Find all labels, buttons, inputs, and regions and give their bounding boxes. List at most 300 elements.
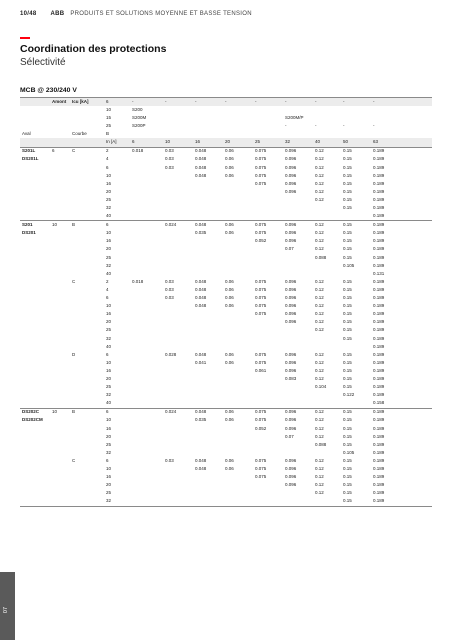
table-cell: 0.15 [343,319,352,325]
table-cell [50,230,70,238]
table-cell [20,498,50,507]
table-cell [130,262,163,270]
table-cell [223,114,253,122]
table-cell [50,375,70,383]
table-cell [163,114,193,122]
table-cell: 0.15 [343,286,352,292]
table-cell: 0.052 [255,238,267,244]
table-cell [283,383,313,391]
table-cell: 0.15 [343,303,352,309]
table-cell: 0.12 [315,417,324,423]
table-cell [341,399,371,408]
table-cell: 0.15 [341,408,371,417]
table-cell [20,465,50,473]
table-cell [70,196,104,204]
table-cell [163,473,193,481]
table-cell: 10 [106,172,112,178]
table-cell [253,399,283,408]
table-row [20,441,432,449]
table-row [20,230,432,238]
table-cell [70,262,104,270]
table-cell [130,417,163,425]
table-cell: 0.12 [315,188,324,194]
table-row [20,196,432,204]
table-cell [50,327,70,335]
table-cell [283,262,313,270]
table-cell: 0.189 [373,246,385,252]
table-row [20,98,432,107]
table-cell [283,449,313,457]
table-cell: 0.048 [195,466,207,472]
table-cell: 0.048 [195,172,207,178]
table-cell [253,254,283,262]
table-cell: S201 [20,221,50,230]
table-cell [70,449,104,457]
table-cell: 0.189 [373,335,385,341]
table-row [20,481,432,489]
table-cell: 0.048 [195,295,207,301]
table-cell [20,302,50,310]
table-cell: 0.06 [223,221,253,230]
table-cell [50,319,70,327]
table-cell [193,254,223,262]
table-cell [223,106,253,114]
table-cell [223,246,253,254]
table-cell [20,254,50,262]
table-cell [223,449,253,457]
table-cell: 0.06 [225,156,234,162]
table-cell: 0.189 [373,196,385,202]
table-row [20,138,432,147]
table-cell: 0.041 [195,359,207,365]
table-cell: 0.096 [285,180,297,186]
abb-logo: ABB [50,11,65,17]
table-cell: 0.018 [130,147,163,156]
table-cell [70,490,104,498]
table-cell: 0.048 [195,156,207,162]
table-cell [130,433,163,441]
table-cell [283,391,313,399]
table-cell: 0.12 [315,425,324,431]
table-cell: 32 [106,392,112,398]
table-cell: 0.189 [373,213,385,219]
table-cell [130,286,163,294]
table-cell [163,417,193,425]
table-cell: B [106,131,110,137]
table-cell: 0.189 [373,319,385,325]
table-row [20,327,432,335]
table-cell [193,375,223,383]
table-cell: 0.06 [223,147,253,156]
table-cell [163,335,193,343]
table-cell [163,319,193,327]
table-cell [130,238,163,246]
table-cell [253,375,283,383]
table-cell: 0.15 [343,246,352,252]
table-cell: 0.075 [255,295,267,301]
table-row [20,457,432,465]
table-cell: 0.096 [283,408,313,417]
table-cell: 32 [106,335,112,341]
table-cell: 0.052 [255,425,267,431]
table-cell [193,106,223,114]
table-cell: 0.104 [315,384,327,390]
table-cell [313,343,341,351]
table-cell [130,391,163,399]
table-cell [20,457,50,465]
table-cell [130,490,163,498]
table-cell [223,441,253,449]
table-cell: 10 [50,221,70,230]
table-cell: 0.15 [343,238,352,244]
table-cell [163,254,193,262]
table-cell: 0.122 [343,392,355,398]
table-cell: 0.03 [165,457,174,463]
table-cell [193,449,223,457]
table-cell [223,399,253,408]
table-cell [313,270,341,278]
table-cell [50,294,70,302]
table-cell [193,319,223,327]
chapter-number: 07 [3,606,10,614]
table-row [20,221,432,230]
table-cell: 0.075 [255,303,267,309]
table-cell: 0.15 [343,205,352,211]
table-cell: 20 [106,246,112,252]
table-cell [163,212,193,221]
table-cell: 0.075 [255,278,267,284]
table-cell [193,246,223,254]
table-cell: C [72,278,76,284]
table-cell: 0.189 [373,188,385,194]
table-cell: 6 [50,147,70,156]
page-header [20,11,252,17]
table-cell: 0.096 [285,156,297,162]
table-cell: 0.189 [373,205,385,211]
table-cell [130,188,163,196]
table-cell: 40 [106,400,112,406]
table-cell: 0.12 [315,319,324,325]
table-row [20,286,432,294]
table-cell: 0.189 [373,441,385,447]
table-cell: 0.12 [315,278,324,284]
table-cell: 6 [106,457,109,463]
table-cell [20,246,50,254]
table-cell [20,122,50,130]
table-cell [223,196,253,204]
table-cell [193,473,223,481]
table-cell: 0.12 [315,286,324,292]
table-row [20,449,432,457]
table-cell [193,383,223,391]
table-cell [50,481,70,489]
table-cell: 0.096 [285,417,297,423]
table-cell: 0.075 [255,286,267,292]
table-cell: 0.15 [343,311,352,317]
table-cell [313,204,341,212]
table-cell [193,130,223,138]
table-cell: 0.12 [315,457,324,463]
table-cell: 0.088 [315,441,327,447]
table-cell [50,441,70,449]
table-cell [193,490,223,498]
table-cell: 0.189 [373,474,385,480]
table-cell [50,278,70,286]
table-cell: B [70,221,104,230]
table-row [20,212,432,221]
table-cell: 0.061 [255,367,267,373]
table-cell [341,343,371,351]
table-cell: 0.096 [285,286,297,292]
table-cell: 32 [104,498,130,507]
table-cell [163,359,193,367]
table-cell: 40 [106,343,112,349]
table-cell: 0.15 [343,490,352,496]
table-cell: S200M/P [285,114,304,120]
table-cell: 0.189 [371,221,432,230]
page-number: 10/48 [20,11,37,17]
table-cell [130,343,163,351]
table-cell [20,490,50,498]
table-cell: 0.15 [343,188,352,194]
table-cell [283,270,313,278]
table-cell [163,122,193,130]
table-cell [313,399,341,408]
table-cell: 0.06 [225,303,234,309]
table-cell: 0.096 [285,457,297,463]
table-cell: DS201L [22,156,39,162]
table-cell: 0.096 [285,238,297,244]
table-row [20,465,432,473]
table-cell: 0.189 [373,327,385,333]
table-cell [163,130,193,138]
table-row [20,359,432,367]
table-cell: 25 [253,138,283,147]
table-cell [193,114,223,122]
table-cell: 0.048 [195,278,207,284]
table-cell [253,188,283,196]
table-cell: 0.15 [343,474,352,480]
table-cell [130,367,163,375]
table-cell: 0.189 [373,449,385,455]
table-cell: 0.15 [343,359,352,365]
table-cell: 0.15 [343,196,352,202]
table-cell: 0.096 [285,278,297,284]
table-cell: 0.075 [255,457,267,463]
table-cell [70,204,104,212]
table-cell [193,188,223,196]
table-cell: 0.07 [285,246,294,252]
table-cell [130,221,163,230]
table-row [20,278,432,286]
table-cell: 0.15 [343,335,352,341]
table-cell: 32 [106,449,112,455]
table-cell: S200M [132,114,147,120]
table-cell [253,490,283,498]
table-cell: 0.075 [255,172,267,178]
table-cell [20,335,50,343]
table-cell: B [70,408,104,417]
table-row [20,164,432,172]
table-cell: 0.06 [225,230,234,236]
table-cell: 0.07 [285,433,294,439]
table-cell [341,212,371,221]
table-cell: 0.189 [373,343,385,349]
table-cell [313,391,341,399]
table-cell [20,164,50,172]
table-cell [223,490,253,498]
table-cell: 0.189 [373,164,385,170]
table-cell [163,425,193,433]
table-cell [283,327,313,335]
table-cell [20,433,50,441]
table-cell: - [371,98,432,107]
table-row [20,130,432,138]
table-cell: 10 [106,359,112,365]
table-cell [253,343,283,351]
table-cell [223,391,253,399]
table-row [20,147,432,156]
table-cell [70,254,104,262]
table-cell [50,425,70,433]
table-cell [70,383,104,391]
table-cell [193,212,223,221]
table-cell [130,449,163,457]
table-cell: 63 [371,138,432,147]
table-cell [130,130,163,138]
table-cell [70,138,104,147]
table-cell: 0.048 [195,351,207,357]
table-cell: 0.189 [373,254,385,260]
table-cell: 20 [106,433,112,439]
table-cell [193,270,223,278]
table-cell [50,391,70,399]
table-cell: C [70,147,104,156]
section-heading: MCB @ 230/240 V [20,87,77,94]
table-cell [130,172,163,180]
table-cell [223,375,253,383]
table-cell: 0.03 [165,286,174,292]
table-cell [253,212,283,221]
table-cell [50,335,70,343]
table-cell [253,383,283,391]
table-cell [223,327,253,335]
table-cell [163,204,193,212]
table-cell [70,310,104,318]
table-cell: Icu [kA] [70,98,104,107]
table-cell: 0.189 [373,303,385,309]
table-cell [50,164,70,172]
table-cell [130,156,163,164]
table-cell [313,130,341,138]
table-cell: 0.12 [313,147,341,156]
table-cell [130,408,163,417]
table-cell [283,441,313,449]
table-cell: 2 [106,278,109,284]
table-cell [50,270,70,278]
table-cell: 0.189 [373,384,385,390]
table-cell: 0.158 [373,400,385,406]
table-cell [283,106,313,114]
table-cell: 0.15 [343,230,352,236]
table-cell: 0.088 [315,254,327,260]
table-row [20,180,432,188]
table-cell: 0.12 [315,375,324,381]
table-cell: 0.15 [343,351,352,357]
table-cell: 0.189 [373,392,385,398]
table-cell [50,433,70,441]
table-cell: 0.12 [313,221,341,230]
table-row [20,498,432,507]
table-cell [50,188,70,196]
table-cell: 0.12 [315,433,324,439]
table-cell [193,433,223,441]
table-cell [20,138,50,147]
table-cell: 0.035 [195,230,207,236]
table-cell: 0.189 [373,466,385,472]
table-cell: 10 [163,138,193,147]
table-cell: 0.15 [343,375,352,381]
table-row [20,302,432,310]
table-cell [20,425,50,433]
table-cell: 16 [106,238,112,244]
table-cell: 0.15 [343,367,352,373]
table-cell: 0.075 [255,156,267,162]
table-cell [253,433,283,441]
table-cell [70,164,104,172]
table-cell [20,172,50,180]
table-cell: 0.189 [371,147,432,156]
table-cell [50,498,70,507]
table-cell [130,327,163,335]
table-cell: 40 [313,138,341,147]
table-cell [20,294,50,302]
table-cell [223,310,253,318]
table-cell: - [373,123,375,129]
table-row [20,425,432,433]
table-cell: Amont [50,98,70,107]
table-cell [70,399,104,408]
table-cell: 0.075 [253,408,283,417]
table-cell [20,278,50,286]
table-cell [253,335,283,343]
table-row [20,433,432,441]
table-cell: 0.06 [225,164,234,170]
table-cell: DS201 [22,230,36,236]
table-cell [50,196,70,204]
table-cell [50,359,70,367]
table-cell [283,498,313,507]
table-cell [50,310,70,318]
table-row [20,156,432,164]
table-row [20,172,432,180]
table-cell [283,490,313,498]
table-cell: 0.096 [285,164,297,170]
table-cell: 16 [193,138,223,147]
table-row [20,391,432,399]
table-row [20,114,432,122]
table-cell: 0.15 [343,441,352,447]
table-cell: 4 [106,156,109,162]
table-cell [130,310,163,318]
table-cell [50,204,70,212]
table-cell [193,498,223,507]
table-cell: 0.096 [285,359,297,365]
table-cell [130,319,163,327]
table-cell: D [72,351,76,357]
table-cell [193,204,223,212]
table-cell [130,212,163,221]
